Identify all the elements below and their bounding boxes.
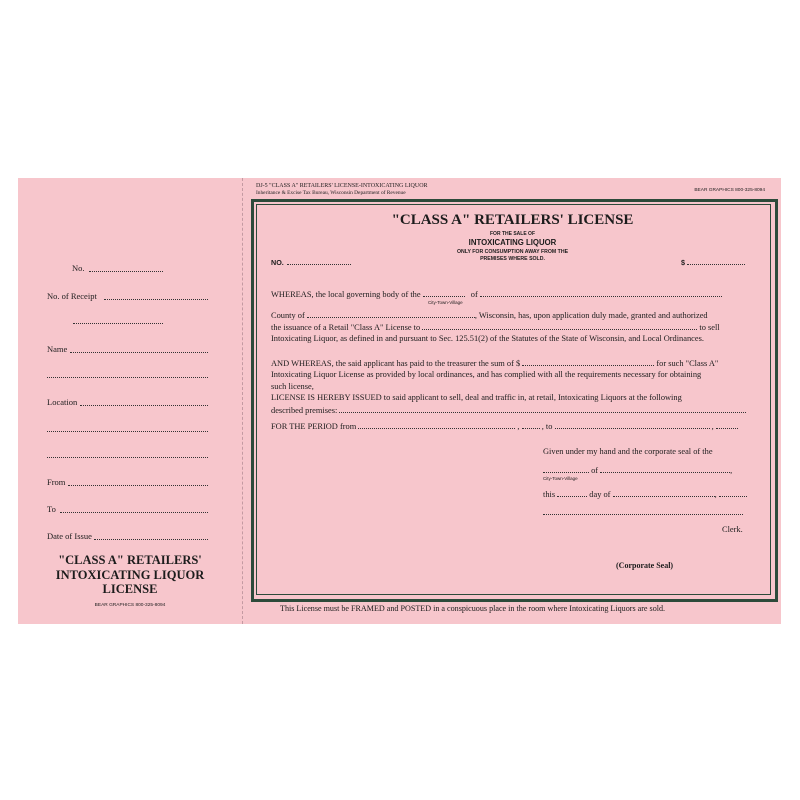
premises-line [271, 404, 746, 416]
period-comma-2: , [711, 422, 714, 431]
license-sheet [18, 178, 781, 624]
county-text-b: , Wisconsin, has, upon application duly made, granted and authorized [474, 311, 708, 320]
stub-title [18, 553, 242, 597]
stub-location-label: Location [47, 397, 78, 407]
stub-name-label: Name [47, 344, 68, 354]
ctv-label: City-Town-Village [428, 300, 463, 305]
of-line [543, 464, 732, 476]
this-comma: , [714, 490, 717, 499]
hereby-line: LICENSE IS HEREBY ISSUED to said applicant to sell, deal and traffic in, at retail, Intoxicating Liquors at the following [271, 393, 682, 402]
county-line [271, 309, 708, 321]
given-ctv-line [543, 464, 589, 473]
stub-location-line [80, 405, 208, 406]
of-text: of [591, 466, 599, 475]
given-line: Given under my hand and the corporate seal of the [543, 447, 713, 456]
stub-printer: BEAR GRAPHICS 800-325-8094 [94, 603, 166, 608]
for-sale-text: FOR THE SALE OF [490, 231, 535, 237]
period-line [271, 420, 738, 432]
stub-location-line-3 [47, 457, 208, 458]
day-field-line [557, 488, 587, 497]
stub-name-line [70, 352, 208, 353]
stub-location-line-2 [47, 431, 208, 432]
premises-text: described premises: [271, 406, 338, 415]
whereas-text: WHEREAS, the local governing body of the [271, 290, 421, 299]
period-from-line [358, 420, 515, 429]
ctv-label-2: City-Town-Village [543, 476, 578, 481]
period-text: FOR THE PERIOD from [271, 422, 357, 431]
year-field-line [719, 488, 747, 497]
stub-no-line [89, 271, 163, 272]
form-code: DJ-5 "CLASS A" RETAILERS' LICENSE-INTOXICATING LIQUOR [256, 183, 428, 189]
and-whereas-line [271, 357, 718, 369]
intox-license-line: Intoxicating Liquor License as provided by local ordinances, and has complied with all the requirements necessary for obtaining [271, 370, 702, 379]
day-of-text: day of [589, 490, 611, 499]
issuance-text: the issuance of a Retail "Class A" License to [271, 323, 421, 332]
license-amount-line [687, 256, 745, 265]
and-whereas-text: AND WHEREAS, the said applicant has paid to the treasurer the sum of $ [271, 359, 521, 368]
sum-field-line [522, 357, 654, 366]
stub-receipt-label: No. of Receipt [47, 291, 97, 301]
consumption-line-1: ONLY FOR CONSUMPTION AWAY FROM THE [456, 249, 569, 255]
stub-no-label: No. [72, 263, 85, 273]
county-text: County of [271, 311, 305, 320]
stub-name-line-2 [47, 377, 208, 378]
given-of-line [600, 464, 733, 475]
of-comma: , [730, 466, 733, 475]
stub-receipt-line-2 [73, 323, 163, 324]
stub-date-label: Date of Issue [47, 531, 92, 541]
premises-field-line [339, 404, 746, 413]
whereas-line [271, 288, 722, 300]
clerk-label: Clerk. [722, 525, 743, 534]
period-to: , to [541, 422, 553, 431]
period-to-line [555, 420, 710, 429]
license-no-label: NO. [271, 258, 284, 267]
corporate-seal-label: (Corporate Seal) [616, 561, 674, 570]
license-no [271, 256, 351, 267]
period-comma: , [517, 422, 520, 431]
stub-from-label: From [47, 477, 66, 487]
stub-from-line [68, 485, 208, 486]
month-field-line [613, 488, 715, 497]
and-whereas-text-b: for such "Class A" [656, 359, 719, 368]
license-title: "CLASS A" RETAILERS' LICENSE [391, 212, 634, 228]
license-amount [681, 256, 745, 267]
stub-title-line2: INTOXICATING LIQUOR [55, 567, 205, 582]
issuer: Inheritance & Excise Tax Bureau, Wisconsin Department of Revenue [256, 190, 406, 196]
stub-title-line1: "CLASS A" RETAILERS' [58, 553, 202, 567]
county-field-line [307, 309, 475, 318]
period-year-line-2 [716, 420, 738, 429]
whereas-ctv-line [423, 288, 465, 297]
issuance-text-b: to sell [699, 323, 720, 332]
printer-credit: BEAR GRAPHICS 800-325-8094 [694, 188, 765, 193]
liquor-text: INTOXICATING LIQUOR [468, 238, 557, 247]
stub-to-label: To [47, 504, 56, 514]
stub-title-line3: LICENSE [102, 582, 158, 596]
stub-date-line [94, 539, 208, 540]
this-text: this [543, 490, 556, 499]
issuance-field-line [422, 321, 697, 330]
whereas-of: of [470, 290, 478, 299]
whereas-of-line [480, 288, 722, 297]
issuance-line [271, 321, 720, 333]
this-day-line [543, 488, 747, 500]
stub-to-line [60, 512, 208, 513]
footer-note: This License must be FRAMED and POSTED in a conspicuous place in the room where Intoxicating Liquors are sold. [280, 604, 666, 613]
intox-line: Intoxicating Liquor, as defined in and pursuant to Sec. 125.51(2) of the Statutes of the State of Wisconsin, and Local Ordinances. [271, 334, 704, 343]
period-year-line [522, 420, 540, 429]
clerk-signature-line [543, 514, 743, 515]
stub-receipt-line [104, 299, 208, 300]
perforation-line [242, 178, 243, 624]
dollar-sign: $ [681, 258, 685, 267]
license-no-line [287, 256, 351, 265]
such-license-line: such license, [271, 382, 314, 391]
consumption-line-2: PREMISES WHERE SOLD. [480, 256, 545, 262]
